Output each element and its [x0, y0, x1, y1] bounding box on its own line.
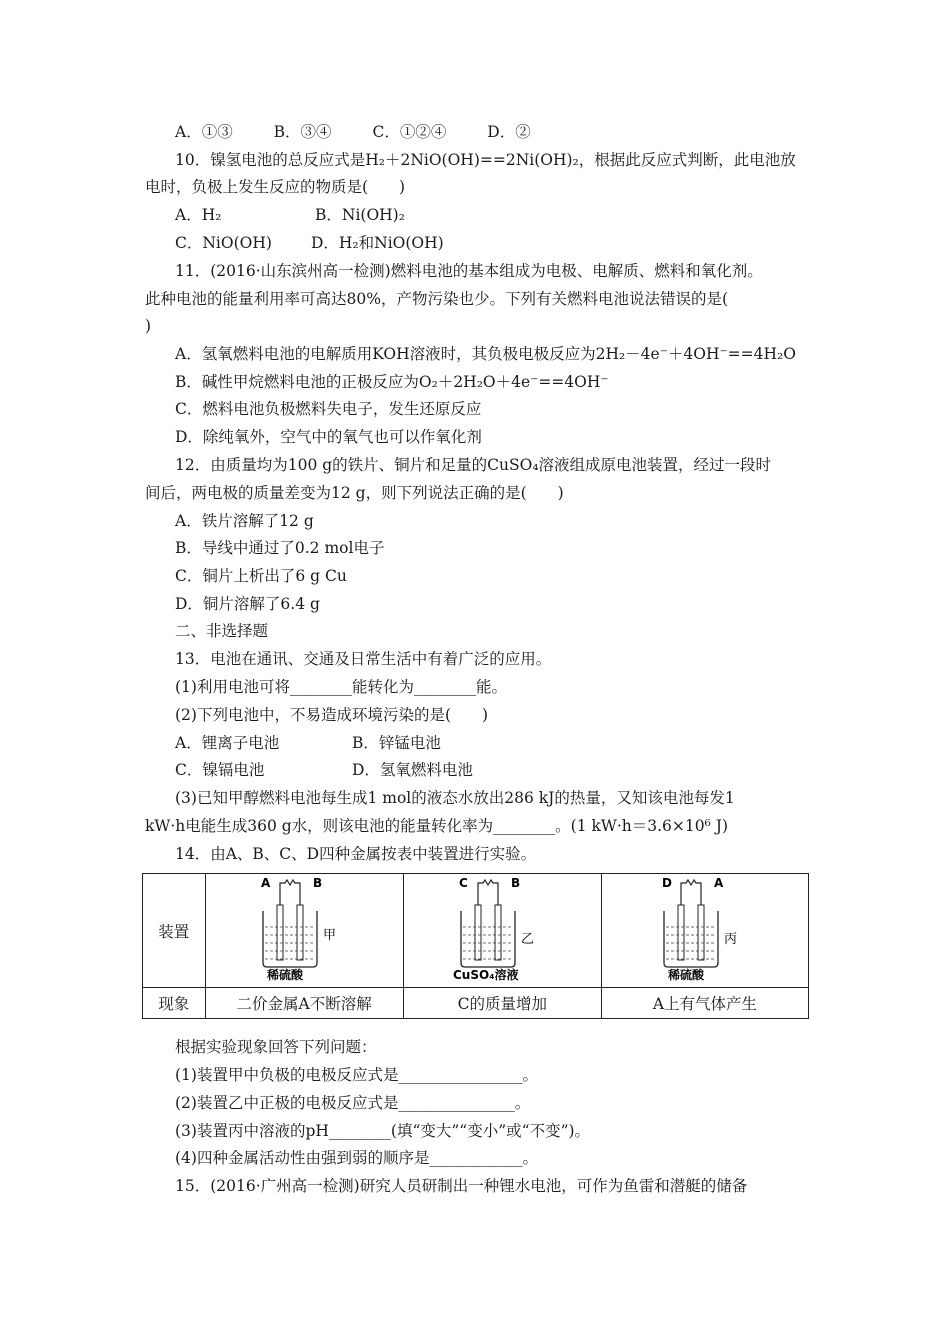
solution-label: 稀硫酸 — [667, 967, 704, 982]
q12-stem-line1: 12．由质量均为100 g的铁片、铜片和足量的CuSO₄溶液组成原电池装置，经过一段时 — [175, 456, 772, 474]
q12-option-a: A．铁片溶解了12 g — [175, 512, 314, 530]
q11-stem-line1: 11．(2016·山东滨州高一检测)燃料电池的基本组成为电极、电解质、燃料和氧化剂。 — [175, 262, 763, 280]
q10-option-d: D．H₂和NiO(OH) — [311, 234, 444, 252]
electrode-label-left: C — [459, 875, 469, 890]
q9-option-a: A．①③ — [175, 123, 233, 141]
q10-options-cd — [175, 232, 845, 254]
q13-option-d: D．氢氧燃料电池 — [352, 761, 473, 779]
q11-stem-line3: ) — [145, 317, 152, 335]
q14-sub2: (2)装置乙中正极的电极反应式是_______________。 — [175, 1094, 531, 1112]
q10-options-ab — [175, 204, 845, 226]
q13-sub3-line2: kW·h电能生成360 g水，则该电池的能量转化率为________。(1 kW·h＝3.6×10⁶ J) — [145, 817, 728, 835]
beaker-yi-diagram — [447, 875, 557, 983]
q13-stem: 13．电池在通讯、交通及日常生活中有着广泛的应用。 — [175, 650, 552, 668]
q9-option-b: B．③④ — [273, 123, 332, 141]
q11-option-a: A．氢氧燃料电池的电解质用KOH溶液时，其负极电极反应为2H₂－4e⁻＋4OH⁻==4H₂O — [175, 345, 796, 363]
q14-sub1: (1)装置甲中负极的电极反应式是________________。 — [175, 1066, 538, 1084]
device-name: 甲 — [323, 927, 337, 943]
phenomenon-row — [143, 988, 809, 1019]
phenomenon-bing: A上有气体产生 — [601, 988, 808, 1019]
device-name: 丙 — [723, 931, 737, 947]
q11-option-b: B．碱性甲烷燃料电池的正极反应为O₂＋2H₂O＋4e⁻==4OH⁻ — [175, 373, 609, 391]
q14-stem: 14．由A、B、C、D四种金属按表中装置进行实验。 — [175, 845, 537, 863]
phenomenon-header: 现象 — [143, 988, 206, 1019]
phenomenon-yi: C的质量增加 — [403, 988, 601, 1019]
q13-sub1: (1)利用电池可将________能转化为________能。 — [175, 678, 507, 696]
q11-stem-line2: 此种电池的能量利用率可高达80%，产物污染也少。下列有关燃料电池说法错误的是( — [145, 290, 729, 308]
q9-option-c: C．①②④ — [372, 123, 447, 141]
device-name: 乙 — [521, 931, 535, 947]
q12-option-d: D．铜片溶解了6.4 g — [175, 595, 320, 613]
q14-sub3: (3)装置丙中溶液的pH________(填“变大”“变小”或“不变”)。 — [175, 1122, 591, 1140]
electrode-label-left: A — [261, 875, 271, 890]
electrode-label-right: B — [313, 875, 323, 890]
electrode-label-right: B — [511, 875, 521, 890]
q11-option-d: D．除纯氧外，空气中的氧气也可以作氧化剂 — [175, 428, 482, 446]
q10-option-a: A．H₂ — [175, 206, 222, 224]
q13-option-b: B．锌锰电池 — [352, 734, 441, 752]
q13-sub2: (2)下列电池中，不易造成环境污染的是( ) — [175, 706, 489, 724]
device-bing — [601, 874, 808, 988]
device-yi — [403, 874, 601, 988]
q13-options-cd — [175, 759, 845, 781]
q13-options-ab — [175, 732, 845, 754]
q14-intro: 根据实验现象回答下列问题： — [175, 1038, 377, 1056]
q10-option-c: C．NiO(OH) — [175, 234, 272, 252]
q10-stem-line1: 10．镍氢电池的总反应式是H₂＋2NiO(OH)==2Ni(OH)₂，根据此反应式判断，此电池放 — [175, 151, 796, 169]
q13-option-a: A．锂离子电池 — [175, 734, 280, 752]
q11-option-c: C．燃料电池负极燃料失电子，发生还原反应 — [175, 400, 482, 418]
device-jia — [205, 874, 403, 988]
beaker-jia-diagram — [249, 875, 359, 983]
solution-label: CuSO₄溶液 — [453, 967, 519, 982]
electrode-label-left: D — [661, 875, 672, 890]
q15-stem-line1: 15．(2016·广州高一检测)研究人员研制出一种锂水电池，可作为鱼雷和潜艇的储备 — [175, 1177, 748, 1195]
q9-options — [175, 121, 845, 143]
experiment-table — [142, 873, 809, 1019]
device-header: 装置 — [143, 874, 206, 988]
electrode-label-right: A — [713, 875, 724, 890]
beaker-bing-diagram — [650, 875, 760, 983]
q13-sub3-line1: (3)已知甲醇燃料电池每生成1 mol的液态水放出286 kJ的热量，又知该电池每发1 — [175, 789, 735, 807]
q12-option-c: C．铜片上析出了6 g Cu — [175, 567, 347, 585]
solution-label: 稀硫酸 — [267, 967, 304, 982]
q9-option-d: D．② — [487, 123, 531, 141]
q13-option-c: C．镍镉电池 — [175, 761, 265, 779]
q12-stem-line2: 间后，两电极的质量差变为12 g，则下列说法正确的是( ) — [145, 484, 564, 502]
q10-option-b: B．Ni(OH)₂ — [315, 206, 405, 224]
phenomenon-jia: 二价金属A不断溶解 — [205, 988, 403, 1019]
q12-option-b: B．导线中通过了0.2 mol电子 — [175, 539, 385, 557]
q10-stem-line2: 电时，负极上发生反应的物质是( ) — [145, 178, 406, 196]
device-row — [143, 874, 809, 988]
q14-sub4: (4)四种金属活动性由强到弱的顺序是____________。 — [175, 1149, 538, 1167]
section-heading: 二、非选择题 — [175, 622, 269, 640]
